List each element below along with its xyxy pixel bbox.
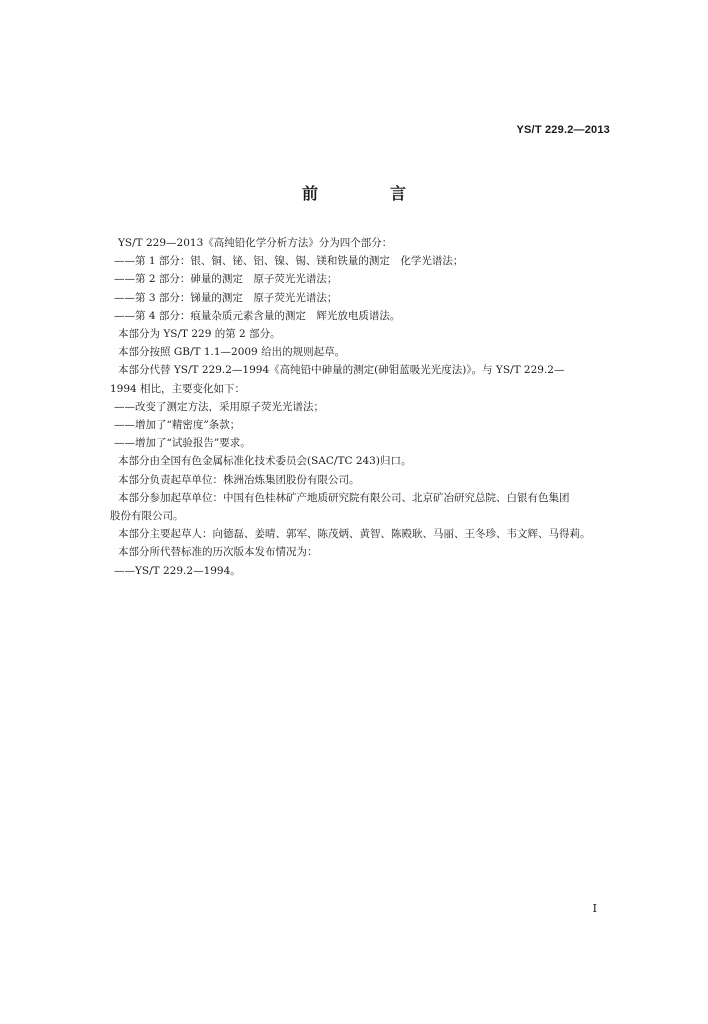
paragraph-participating-drafters-line-2: 股份有限公司。 [110, 510, 184, 523]
list-item-part-3: ——第 3 部分：锑量的测定 原子荧光光谱法； [114, 291, 338, 304]
paragraph-technical-committee: 本部分由全国有色金属标准化技术委员会(SAC/TC 243)归口。 [118, 455, 412, 468]
paragraph-version-history: 本部分所代替标准的历次版本发布情况为： [118, 546, 318, 559]
list-item-part-4: ——第 4 部分：痕量杂质元素含量的测定 辉光放电质谱法。 [114, 309, 401, 322]
page-number: I [592, 902, 597, 915]
paragraph-replaces-line-2: 1994 相比，主要变化如下： [110, 382, 246, 395]
standard-code: YS/T 229.2—2013 [516, 124, 610, 136]
foreword-body [110, 234, 614, 580]
list-item-part-2: ——第 2 部分：砷量的测定 原子荧光光谱法； [114, 273, 338, 286]
list-item-change-3: ——增加了“试验报告”要求。 [114, 437, 251, 450]
paragraph-replaces-line-1: 本部分代替 YS/T 229.2—1994《高纯铅中砷量的测定(砷钼蓝吸光光度法)》。与 YS/T 229.2— [118, 364, 565, 377]
paragraph-responsible-drafter: 本部分负责起草单位：株洲冶炼集团股份有限公司。 [118, 473, 360, 486]
page-title: 前 言 [301, 184, 434, 203]
paragraph-participating-drafters-line-1: 本部分参加起草单位：中国有色桂林矿产地质研究院有限公司、北京矿冶研究总院、白银有色集团 [118, 491, 570, 504]
paragraph-part-statement: 本部分为 YS/T 229 的第 2 部分。 [118, 328, 281, 341]
list-item-change-2: ——增加了“精密度”条款； [114, 419, 241, 432]
list-item-previous-version: ——YS/T 229.2—1994。 [114, 564, 241, 577]
list-item-change-1: ——改变了测定方法，采用原子荧光光谱法； [114, 400, 324, 413]
paragraph-main-drafters: 本部分主要起草人：向德磊、姜晴、郭军、陈茂炳、黄智、陈殿耿、马丽、王冬珍、韦文辉、马得莉。 [118, 528, 591, 541]
list-item-part-1: ——第 1 部分：银、铜、铋、铝、镍、锡、镁和铁量的测定 化学光谱法； [114, 255, 464, 268]
paragraph-drafting-rules: 本部分按照 GB/T 1.1—2009 给出的规则起草。 [118, 346, 346, 359]
paragraph-series-intro: YS/T 229—2013《高纯铅化学分析方法》分为四个部分： [118, 237, 393, 249]
